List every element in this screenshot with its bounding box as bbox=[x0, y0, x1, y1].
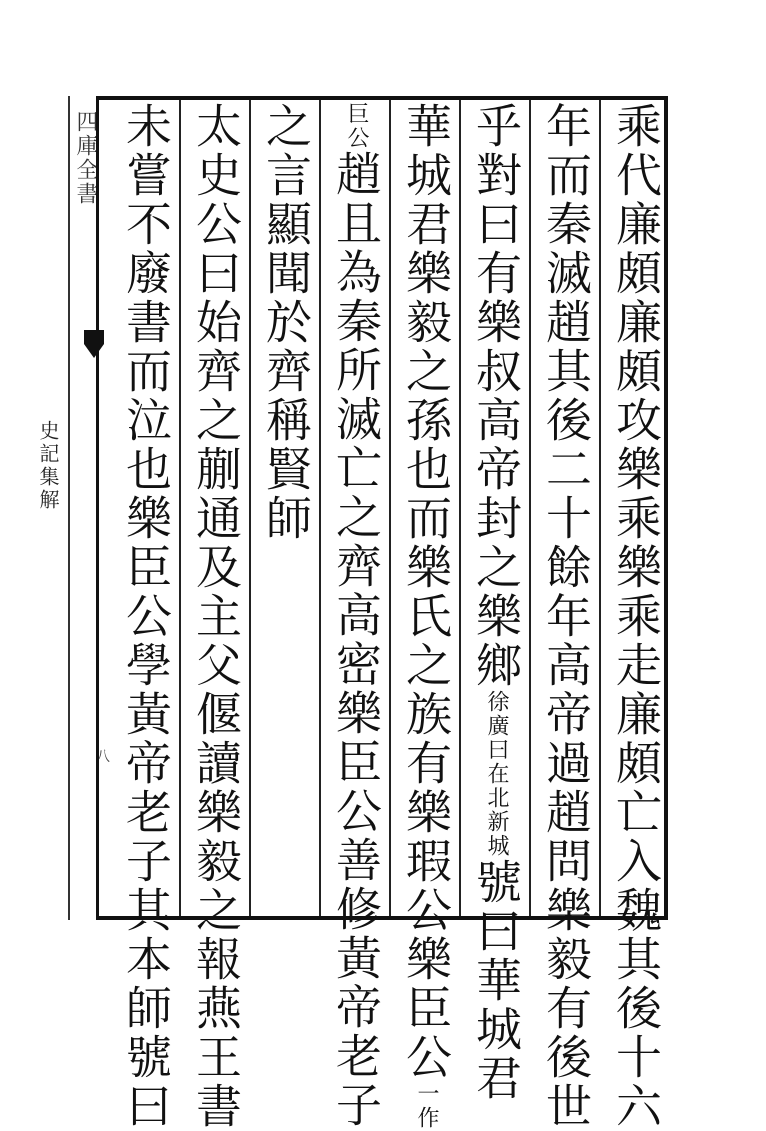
column-text: 號曰華城君 bbox=[469, 858, 523, 1103]
text-column-4 bbox=[398, 102, 454, 1130]
column-rule bbox=[249, 100, 251, 916]
text-column-6 bbox=[258, 102, 314, 914]
text-column-5 bbox=[328, 102, 384, 1130]
text-column-1 bbox=[608, 102, 664, 1131]
column-text: 未嘗不廢書而泣也樂臣公學黃帝老子其本師號曰 bbox=[119, 102, 173, 1131]
column-text: 華城君樂毅之孫也而樂氏之族有樂瑕公樂臣公 bbox=[399, 102, 453, 1082]
variant-note: 一作 bbox=[414, 1082, 439, 1130]
commentary-line: 徐廣曰在 bbox=[484, 690, 509, 786]
gutter-header: 四庫全書 bbox=[73, 110, 98, 206]
column-rule bbox=[319, 100, 321, 916]
column-rule bbox=[179, 100, 181, 916]
column-text: 乘代廉頗廉頗攻樂乘樂乘走廉頗亡入魏其後十六 bbox=[609, 102, 663, 1131]
column-text: 趙且為秦所滅亡之齊高密樂臣公善修黃帝老子 bbox=[329, 150, 383, 1130]
column-text: 之言顯聞於齊稱賢師 bbox=[259, 102, 313, 543]
inline-commentary bbox=[468, 690, 524, 858]
text-column-2 bbox=[538, 102, 594, 1131]
column-text: 乎對曰有樂叔高帝封之樂鄉 bbox=[469, 102, 523, 690]
column-rule bbox=[599, 100, 601, 916]
text-column-8 bbox=[118, 102, 174, 1131]
text-column-7 bbox=[188, 102, 244, 1131]
column-text: 太史公曰始齊之蒯通及主父偃讀樂毅之報燕王書 bbox=[189, 102, 243, 1131]
column-rule bbox=[389, 100, 391, 916]
column-rule bbox=[529, 100, 531, 916]
column-text: 年而秦滅趙其後二十餘年高帝過趙問樂毅有後世 bbox=[539, 102, 593, 1131]
variant-note: 巨公 bbox=[344, 102, 369, 150]
page-number: 八 bbox=[96, 749, 110, 765]
column-rule bbox=[459, 100, 461, 916]
book-title: 史記集解 bbox=[36, 420, 60, 512]
text-column-3 bbox=[468, 102, 524, 1103]
commentary-line: 北新城 bbox=[484, 786, 509, 858]
binding-gutter bbox=[68, 96, 96, 920]
